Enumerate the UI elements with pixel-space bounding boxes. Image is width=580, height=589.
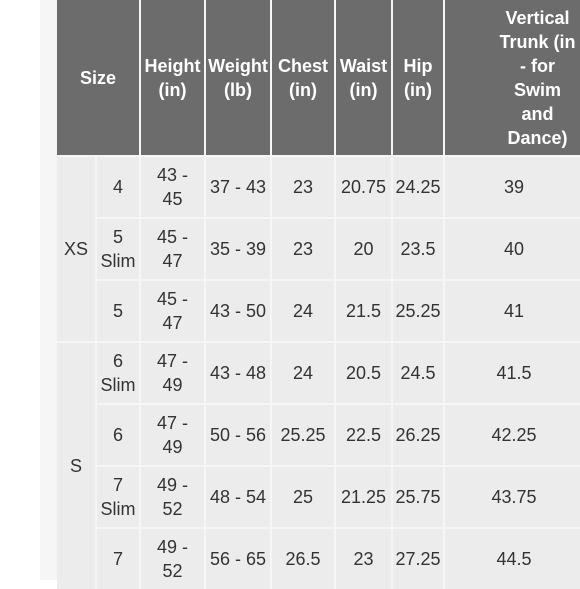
cell-trunk: 39 xyxy=(445,157,580,217)
header-weight: Weight (lb) xyxy=(206,0,270,155)
size-group-xs: XS xyxy=(57,157,95,341)
cell-height: 49 - 52 xyxy=(141,529,204,589)
cell-waist: 21.25 xyxy=(336,467,391,527)
cell-chest: 24 xyxy=(272,343,334,403)
header-hip: Hip (in) xyxy=(393,0,443,155)
cell-weight: 43 - 48 xyxy=(206,343,270,403)
cell-hip: 27.25 xyxy=(393,529,443,589)
header-vertical-trunk: Vertical Trunk (in - for Swim and Dance) xyxy=(445,0,580,155)
cell-waist: 21.5 xyxy=(336,281,391,341)
cell-trunk: 40 xyxy=(445,219,580,279)
header-chest: Chest (in) xyxy=(272,0,334,155)
cell-size: 7 Slim xyxy=(97,467,139,527)
cell-chest: 26.5 xyxy=(272,529,334,589)
cell-chest: 25 xyxy=(272,467,334,527)
cell-size: 6 Slim xyxy=(97,343,139,403)
header-waist: Waist (in) xyxy=(336,0,391,155)
cell-hip: 26.25 xyxy=(393,405,443,465)
cell-height: 45 - 47 xyxy=(141,219,204,279)
cell-waist: 22.5 xyxy=(336,405,391,465)
size-chart-table xyxy=(57,0,580,589)
cell-trunk: 41.5 xyxy=(445,343,580,403)
cell-chest: 24 xyxy=(272,281,334,341)
cell-size: 6 xyxy=(97,405,139,465)
cell-size: 5 xyxy=(97,281,139,341)
cell-trunk: 43.75 xyxy=(445,467,580,527)
cell-chest: 23 xyxy=(272,219,334,279)
cell-height: 47 - 49 xyxy=(141,405,204,465)
cell-hip: 24.5 xyxy=(393,343,443,403)
cell-size: 5 Slim xyxy=(97,219,139,279)
cell-size: 7 xyxy=(97,529,139,589)
cell-trunk: 42.25 xyxy=(445,405,580,465)
cell-weight: 43 - 50 xyxy=(206,281,270,341)
cell-height: 43 - 45 xyxy=(141,157,204,217)
cell-waist: 20 xyxy=(336,219,391,279)
header-size: Size xyxy=(57,0,139,155)
cell-size: 4 xyxy=(97,157,139,217)
cell-height: 47 - 49 xyxy=(141,343,204,403)
cell-trunk: 41 xyxy=(445,281,580,341)
cell-height: 45 - 47 xyxy=(141,281,204,341)
cell-trunk: 44.5 xyxy=(445,529,580,589)
cell-height: 49 - 52 xyxy=(141,467,204,527)
cell-hip: 23.5 xyxy=(393,219,443,279)
cell-weight: 50 - 56 xyxy=(206,405,270,465)
cell-waist: 23 xyxy=(336,529,391,589)
cell-hip: 24.25 xyxy=(393,157,443,217)
cell-chest: 23 xyxy=(272,157,334,217)
cell-hip: 25.75 xyxy=(393,467,443,527)
cell-weight: 56 - 65 xyxy=(206,529,270,589)
cell-weight: 35 - 39 xyxy=(206,219,270,279)
header-height: Height (in) xyxy=(141,0,204,155)
cell-weight: 37 - 43 xyxy=(206,157,270,217)
cell-waist: 20.75 xyxy=(336,157,391,217)
cell-hip: 25.25 xyxy=(393,281,443,341)
cell-waist: 20.5 xyxy=(336,343,391,403)
cell-chest: 25.25 xyxy=(272,405,334,465)
size-group-s: S xyxy=(57,343,95,589)
cell-weight: 48 - 54 xyxy=(206,467,270,527)
